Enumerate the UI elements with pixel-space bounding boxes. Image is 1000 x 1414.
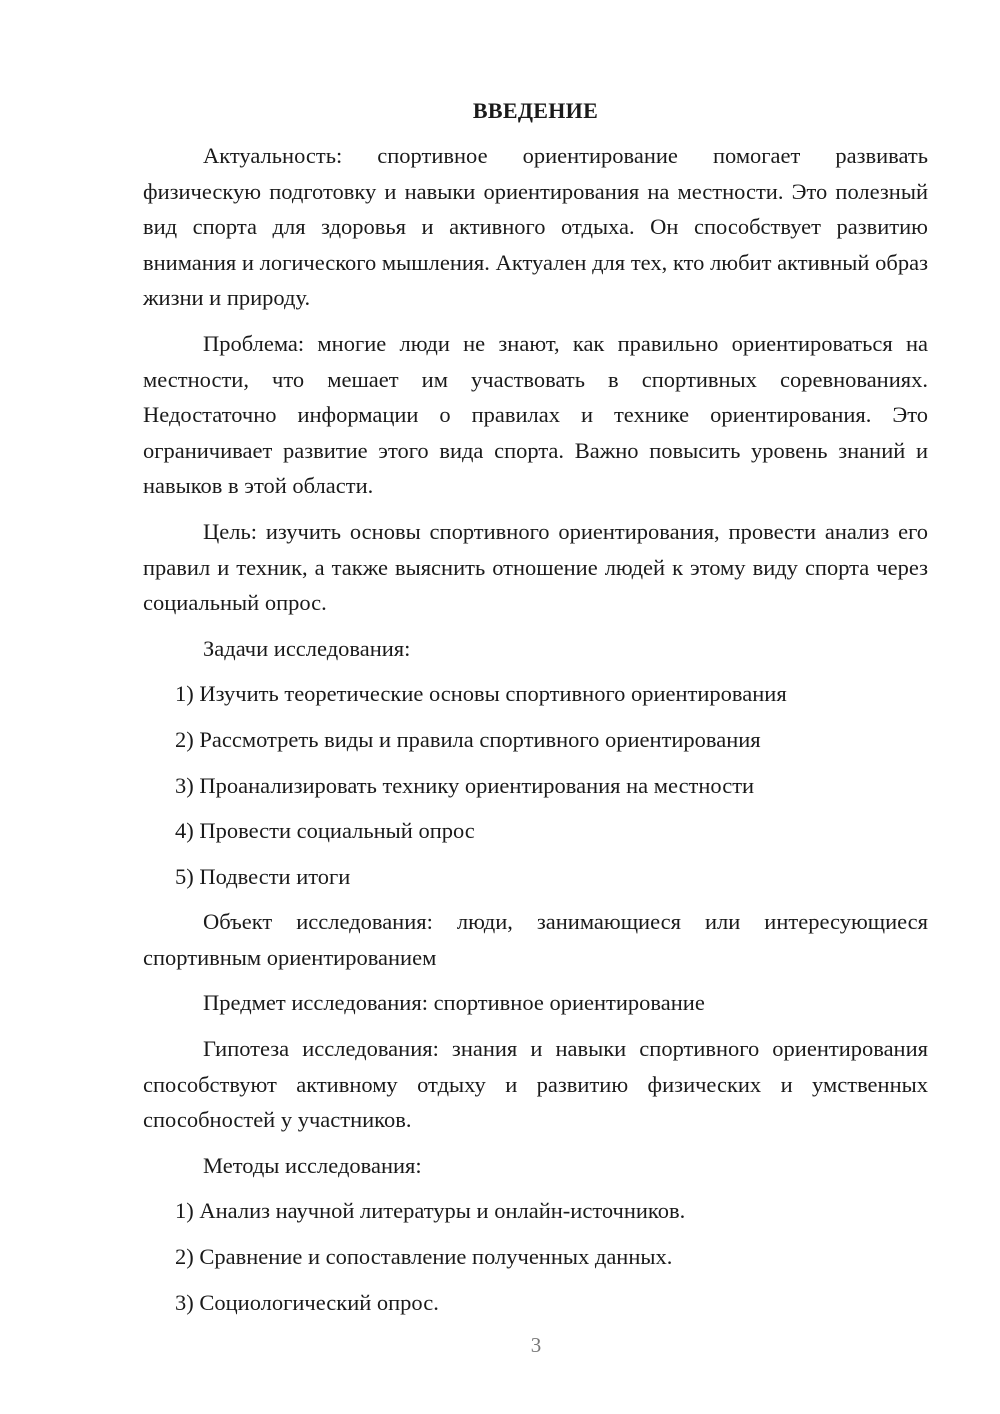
hypothesis-paragraph: Гипотеза исследования: знания и навыки спортивного ориентирования способствуют активному отдыху и развитию физических и умственных способностей у участников.	[143, 1036, 928, 1133]
methods-list	[143, 1193, 928, 1320]
goal-paragraph: Цель: изучить основы спортивного ориентирования, провести анализ его правил и техник, а также выяснить отношение людей к этому виду спорта через социальный опрос.	[143, 518, 928, 616]
page-title: ВВЕДЕНИЕ	[472, 98, 599, 123]
methods-heading: Методы исследования:	[203, 1152, 422, 1178]
problem-paragraph: Проблема: многие люди не знают, как правильно ориентироваться на местности, что мешает им участвовать в спортивных соревнованиях. Недостаточно информации о правилах и технике ориентирования. Это ограничивает развитие этого вида спорта. Важно повысить уровень знаний и навыков в этой области.	[143, 330, 928, 499]
document-page	[143, 96, 928, 1330]
list-item: 2) Сравнение и сопоставление полученных данных.	[175, 1244, 673, 1270]
list-item: 1) Изучить теоретические основы спортивного ориентирования	[175, 681, 787, 707]
list-item: 3) Проанализировать технику ориентирования на местности	[175, 772, 755, 798]
object-paragraph: Объект исследования: люди, занимающиеся или интересующиеся спортивным ориентированием	[143, 909, 928, 970]
relevance-paragraph: Актуальность: спортивное ориентирование помогает развивать физическую подготовку и навыки ориентирования на местности. Это полезный вид спорта для здоровья и активного отдыха. Он способствует развитию внимания и логического мышления. Актуален для тех, кто любит активный образ жизни и природу.	[143, 143, 928, 311]
tasks-heading: Задачи исследования:	[203, 635, 411, 661]
list-item: 2) Рассмотреть виды и правила спортивного ориентирования	[175, 726, 761, 752]
list-item: 1) Анализ научной литературы и онлайн-источников.	[175, 1198, 686, 1224]
subject-paragraph: Предмет исследования: спортивное ориентирование	[203, 990, 705, 1016]
list-item: 3) Социологический опрос.	[175, 1289, 439, 1315]
list-item: 5) Подвести итоги	[175, 863, 351, 889]
tasks-list	[143, 676, 928, 894]
list-item: 4) Провести социальный опрос	[175, 818, 475, 844]
page-number: 3	[530, 1333, 542, 1357]
